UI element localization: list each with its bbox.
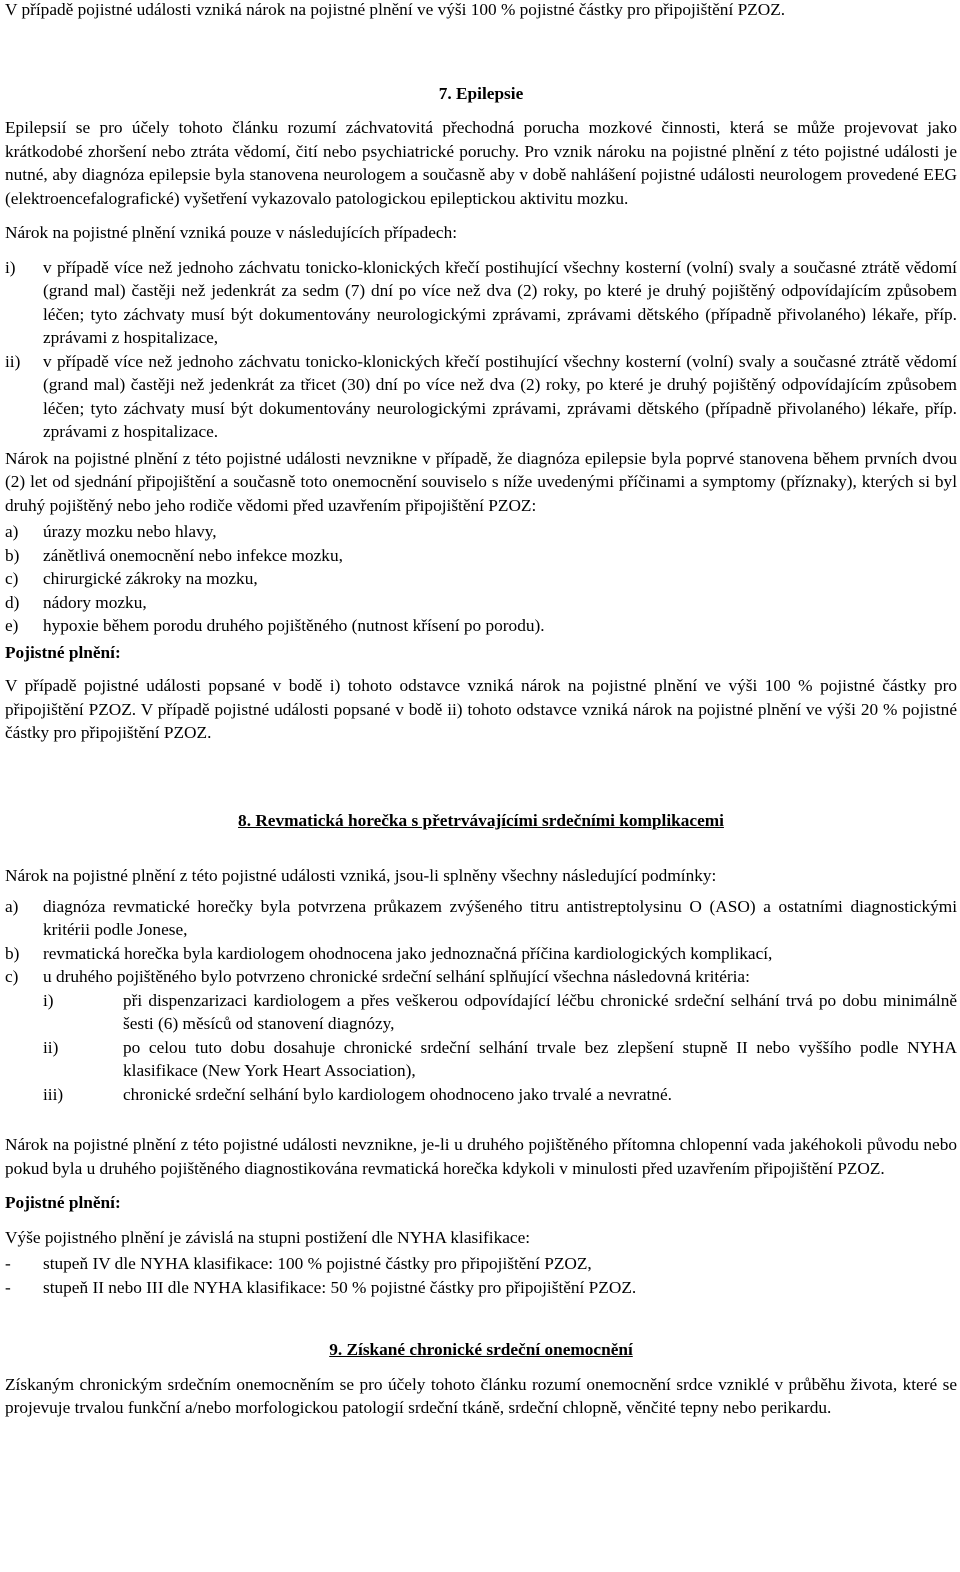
list-item xyxy=(5,350,957,444)
section-8-benefit-heading: Pojistné plnění: xyxy=(5,1193,121,1212)
list-item xyxy=(43,1083,957,1107)
section-7-exclusion: Nárok na pojistné plnění z této pojistné události nevznikne v případě, že diagnóza epilepsie byla poprvé stanovena během prvních dvou (2) let od sjednání připojištění a současně toto onemocnění souviselo s níže uvedenými příčinami a symptomy (příznaky), kterých si byl druhý pojištěný nebo jeho rodiče vědomi před uzavřením připojištění PZOZ: xyxy=(5,448,957,515)
section-8-benefit-list xyxy=(5,1252,957,1299)
list-item-label: c) xyxy=(5,967,19,986)
list-item-label: d) xyxy=(5,592,20,612)
previous-section-closing-sentence: V případě pojistné události vzniká nárok na pojistné plnění ve výši 100 % pojistné částky pro připojištění PZOZ. xyxy=(5,0,786,19)
list-item-text: revmatická horečka byla kardiologem ohodnocena jako jednoznačná příčina kardiologických komplikací, xyxy=(43,943,773,963)
list-item-label: iii) xyxy=(43,1084,64,1104)
list-item xyxy=(43,989,957,1036)
list-item-text: zánětlivá onemocnění nebo infekce mozku, xyxy=(43,545,343,565)
list-item-text: v případě více než jednoho záchvatu tonicko-klonických křečí postihující všechny kosterní (volní) svaly a současné ztrátě vědomí (grand mal) častěji než jedenkrát za třicet (30) dní po více než dva (2) roky, po které je druhý pojištěný odpovídajícím způsobem léčen; tyto záchvaty musí být dokumentovány neurologickými zprávami, zprávami dětského (případně přivolaného) lékaře, příp. zprávami z hospitalizace. xyxy=(43,351,957,441)
list-item xyxy=(5,544,957,568)
section-7-benefit-heading: Pojistné plnění: xyxy=(5,642,121,662)
section-7-heading: 7. Epilepsie xyxy=(438,83,524,103)
list-item-text: hypoxie během porodu druhého pojištěného (nutnost křísení po porodu). xyxy=(43,616,545,635)
list-item-dash: - xyxy=(5,1277,11,1297)
list-item-text: úrazy mozku nebo hlavy, xyxy=(43,522,217,541)
section-8-exclusion: Nárok na pojistné plnění z této pojistné události nevznikne, je-li u druhého pojištěného přítomna chlopenní vada jakéhokoli původu nebo pokud byla u druhého pojištěného diagnostikována revmatická horečka kdykoli v minulosti před uzavřením připojištění PZOZ. xyxy=(5,1135,957,1178)
list-item-text: stupeň II nebo III dle NYHA klasifikace: 50 % pojistné částky pro připojištění PZOZ. xyxy=(43,1277,637,1297)
section-9-heading: 9. Získané chronické srdeční onemocnění xyxy=(329,1340,633,1359)
list-item-text: diagnóza revmatické horečky byla potvrzena průkazem zvýšeného titru antistreptolysinu O (ASO) a ostatními diagnostickými kritérii podle Jonese, xyxy=(43,896,957,939)
list-item xyxy=(43,1036,957,1083)
list-item-text: po celou tuto dobu dosahuje chronické srdeční selhání trvale bez zlepšení stupně II nebo vyššího podle NYHA klasifikace (New York Heart Association), xyxy=(123,1037,957,1080)
list-item xyxy=(5,942,957,966)
section-8-heading: 8. Revmatická horečka s přetrvávajícími srdečními komplikacemi xyxy=(238,810,724,830)
list-item-text: stupeň IV dle NYHA klasifikace: 100 % pojistné částky pro připojištění PZOZ, xyxy=(43,1254,592,1273)
list-item xyxy=(5,567,957,591)
list-item-text: nádory mozku, xyxy=(43,592,147,612)
list-item xyxy=(5,965,957,989)
list-item-dash: - xyxy=(5,1254,11,1273)
list-item-label: i) xyxy=(43,990,54,1010)
list-item-label: a) xyxy=(5,896,19,916)
list-item-label: b) xyxy=(5,943,20,963)
list-item xyxy=(5,520,957,544)
list-item-text: v případě více než jednoho záchvatu tonicko-klonických křečí postihující všechny kosterní (volní) svaly a současné ztrátě vědomí (grand mal) častěji než jedenkrát za sedm (7) dní po více než dva (2) roky, po které je druhý pojištěný odpovídajícím způsobem léčen; tyto záchvaty musí být dokumentovány neurologickými zprávami, zprávami dětského (případně přivolaného) lékaře, příp. zprávami z hospitalizace, xyxy=(43,257,957,347)
list-item-label: i) xyxy=(5,257,16,277)
list-item-text: při dispenzarizaci kardiologem a přes veškerou odpovídající léčbu chronické srdeční selhání trvá po dobu minimálně šesti (6) měsíců od stanovení diagnózy, xyxy=(123,990,957,1033)
list-item-text: chirurgické zákroky na mozku, xyxy=(43,569,258,588)
list-item-text: chronické srdeční selhání bylo kardiologem ohodnoceno jako trvalé a nevratné. xyxy=(123,1084,672,1104)
section-7-exclusion-causes xyxy=(5,520,957,638)
section-7-definition: Epilepsií se pro účely tohoto článku rozumí záchvatovitá přechodná porucha mozkové činnosti, která se může projevovat jako krátkodobé zhoršení nebo ztráta vědomí, čití nebo psychiatrické poruchy. Pro vznik nároku na pojistné plnění z této pojistné události je nutné, aby diagnóza epilepsie byla stanovena neurologem a současně aby v době nahlášení pojistné události neurologem provedené EEG (elektroencefalografické) vyšetření vykazovalo patologickou epileptickou aktivitu mozku. xyxy=(5,118,957,208)
section-7-case-list xyxy=(5,256,957,444)
list-item-label: ii) xyxy=(5,351,21,371)
section-8-benefit-intro: Výše pojistného plnění je závislá na stupni postižení dle NYHA klasifikace: xyxy=(5,1227,531,1247)
document-page xyxy=(5,0,957,1420)
list-item xyxy=(5,614,957,638)
list-item-label: ii) xyxy=(43,1037,59,1057)
list-item-label: c) xyxy=(5,569,19,588)
list-item-text: u druhého pojištěného bylo potvrzeno chronické srdeční selhání splňující všechna následovná kritéria: xyxy=(43,967,750,986)
section-8-conditions-intro: Nárok na pojistné plnění z této pojistné události vzniká, jsou-li splněny všechny následující podmínky: xyxy=(5,866,717,885)
list-item-label: e) xyxy=(5,616,19,635)
list-item xyxy=(5,895,957,942)
list-item-label: b) xyxy=(5,545,20,565)
section-8-criteria-list xyxy=(5,989,957,1107)
list-item xyxy=(5,591,957,615)
section-8-conditions-list xyxy=(5,895,957,989)
section-9-definition: Získaným chronickým srdečním onemocněním se pro účely tohoto článku rozumí onemocnění srdce vzniklé v průběhu života, které se projevuje trvalou funkční a/nebo morfologickou patologií srdeční tkáně, srdeční chlopně, věnčité tepny nebo perikardu. xyxy=(5,1374,957,1417)
list-item xyxy=(5,1276,957,1300)
section-7-benefit-text: V případě pojistné události popsané v bodě i) tohoto odstavce vzniká nárok na pojistné plnění ve výši 100 % pojistné částky pro připojištění PZOZ. V případě pojistné události popsané v bodě ii) tohoto odstavce vzniká nárok na pojistné plnění ve výši 20 % pojistné částky pro připojištění PZOZ. xyxy=(5,676,957,742)
list-item xyxy=(5,256,957,350)
list-item-label: a) xyxy=(5,522,19,541)
list-item xyxy=(5,1252,957,1276)
section-7-claim-intro: Nárok na pojistné plnění vzniká pouze v následujících případech: xyxy=(5,223,458,242)
